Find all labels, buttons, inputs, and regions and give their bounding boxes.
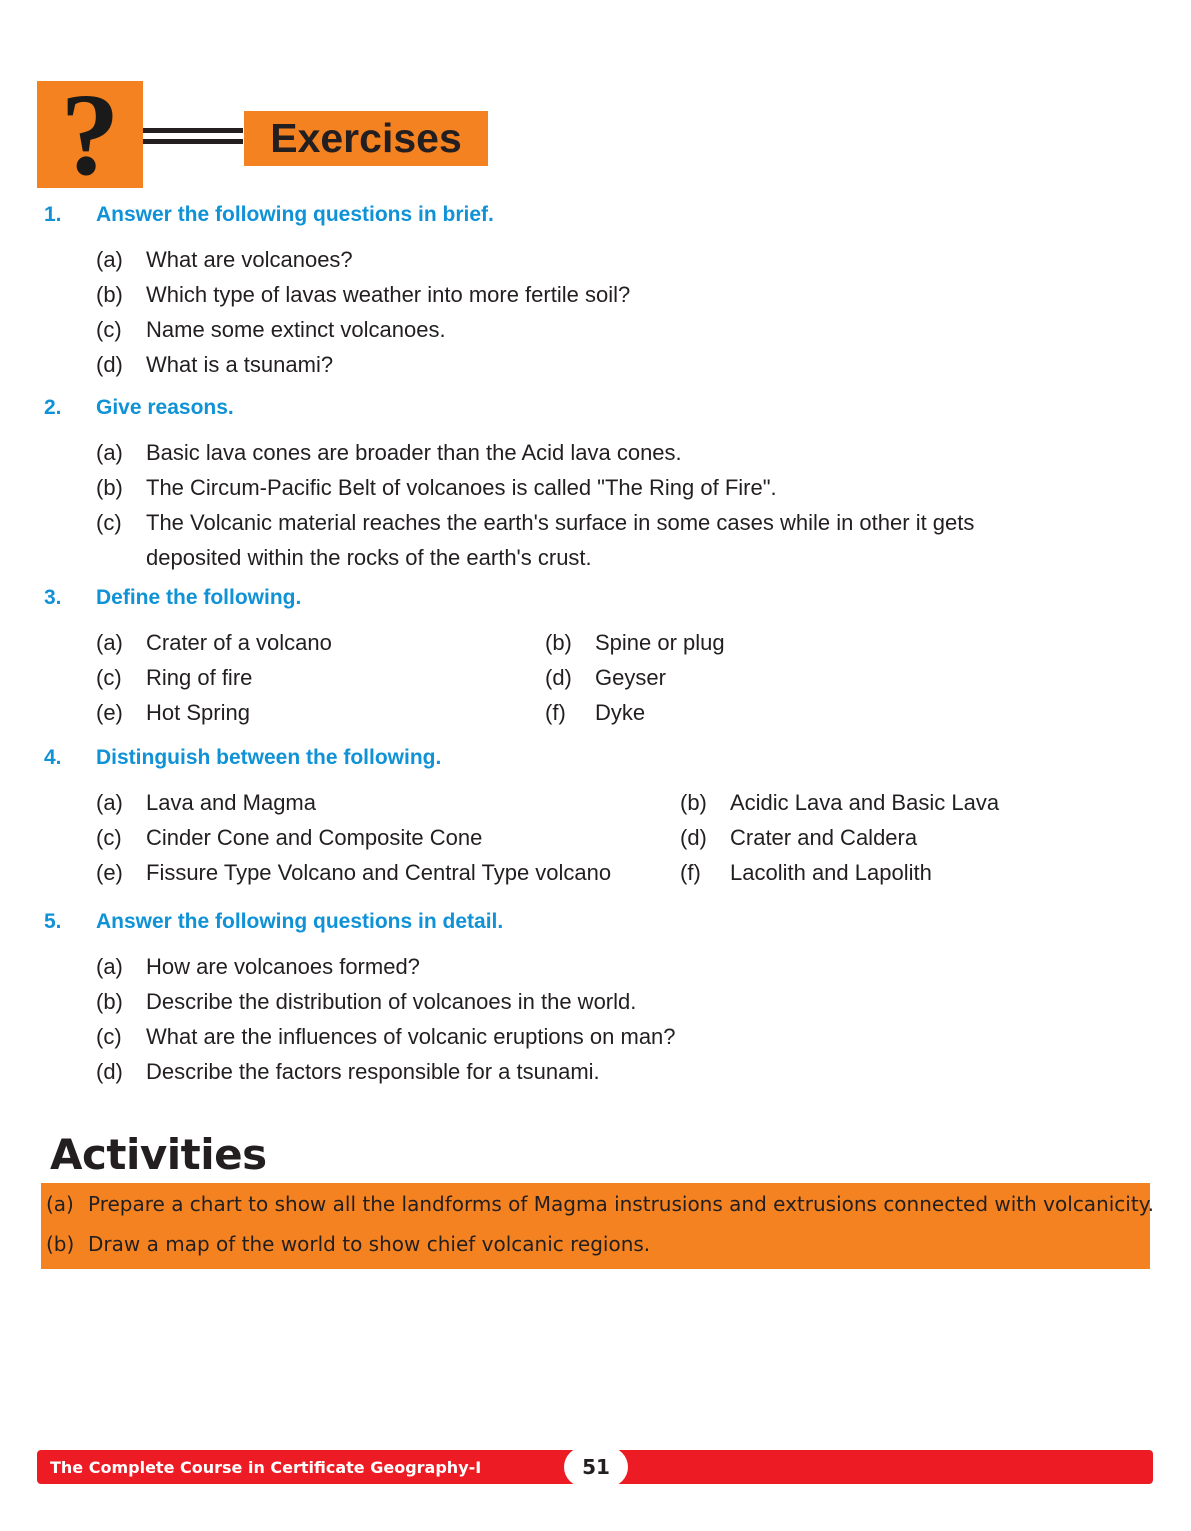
item-text: Crater and Caldera bbox=[730, 825, 918, 850]
section-title: Distinguish between the following. bbox=[96, 746, 442, 769]
item-text: What are volcanoes? bbox=[146, 247, 353, 272]
item-text: Hot Spring bbox=[146, 700, 250, 725]
section-title: Answer the following questions in detail. bbox=[96, 910, 504, 933]
item-text: Fissure Type Volcano and Central Type volcano bbox=[146, 860, 612, 885]
item-text: Basic lava cones are broader than the Acid lava cones. bbox=[146, 440, 682, 465]
item-label: (c) bbox=[96, 665, 122, 690]
item-label: (c) bbox=[96, 510, 122, 535]
item-text: The Volcanic material reaches the earth's surface in some cases while in other it gets bbox=[146, 510, 975, 535]
item-label: (b) bbox=[96, 282, 123, 307]
item-label: (a) bbox=[46, 1192, 74, 1216]
item-label: (d) bbox=[96, 352, 123, 377]
item-label: (b) bbox=[96, 989, 123, 1014]
section-number: 2. bbox=[44, 396, 62, 419]
question-mark-glyph: ? bbox=[60, 68, 120, 200]
question-mark-icon bbox=[37, 68, 143, 200]
item-label: (a) bbox=[96, 440, 123, 465]
item-label: (b) bbox=[46, 1232, 75, 1256]
item-label: (e) bbox=[96, 860, 123, 885]
item-label: (b) bbox=[96, 475, 123, 500]
item-label: (b) bbox=[680, 790, 707, 815]
item-text: Which type of lavas weather into more fertile soil? bbox=[146, 282, 631, 307]
item-label: (c) bbox=[96, 825, 122, 850]
item-text: deposited within the rocks of the earth's crust. bbox=[146, 545, 592, 570]
item-label: (d) bbox=[680, 825, 707, 850]
item-label: (c) bbox=[96, 1024, 122, 1049]
item-text: How are volcanoes formed? bbox=[146, 954, 420, 979]
item-label: (a) bbox=[96, 630, 123, 655]
item-text: Spine or plug bbox=[595, 630, 725, 655]
item-text: Lacolith and Lapolith bbox=[730, 860, 932, 885]
section-number: 1. bbox=[44, 203, 62, 226]
book-title: The Complete Course in Certificate Geography-I bbox=[50, 1458, 482, 1477]
item-label: (e) bbox=[96, 700, 123, 725]
item-text: Draw a map of the world to show chief volcanic regions. bbox=[88, 1232, 651, 1256]
activities-box bbox=[41, 1183, 1155, 1269]
item-label: (a) bbox=[96, 247, 123, 272]
activities-heading: Activities bbox=[50, 1130, 267, 1179]
item-text: Describe the factors responsible for a tsunami. bbox=[146, 1059, 600, 1084]
header-divider-line bbox=[143, 128, 243, 133]
item-label: (f) bbox=[680, 860, 701, 885]
section-number: 3. bbox=[44, 586, 62, 609]
item-text: Prepare a chart to show all the landforms of Magma instrusions and extrusions connected with volcanicity. bbox=[88, 1192, 1155, 1216]
item-text: Acidic Lava and Basic Lava bbox=[730, 790, 1000, 815]
item-label: (b) bbox=[545, 630, 572, 655]
item-text: Crater of a volcano bbox=[146, 630, 332, 655]
section-title: Define the following. bbox=[96, 586, 302, 609]
item-text: Lava and Magma bbox=[146, 790, 316, 815]
item-text: What are the influences of volcanic eruptions on man? bbox=[146, 1024, 676, 1049]
page-number: 51 bbox=[564, 1447, 628, 1487]
item-text: The Circum-Pacific Belt of volcanoes is called "The Ring of Fire". bbox=[146, 475, 777, 500]
item-label: (c) bbox=[96, 317, 122, 342]
section-number: 4. bbox=[44, 746, 62, 769]
item-text: What is a tsunami? bbox=[146, 352, 334, 377]
item-text: Dyke bbox=[595, 700, 646, 725]
item-label: (a) bbox=[96, 790, 123, 815]
item-label: (d) bbox=[96, 1059, 123, 1084]
item-text: Describe the distribution of volcanoes in the world. bbox=[146, 989, 637, 1014]
header-divider-line bbox=[143, 139, 243, 144]
item-label: (f) bbox=[545, 700, 566, 725]
section-title: Answer the following questions in brief. bbox=[96, 203, 494, 226]
item-text: Geyser bbox=[595, 665, 666, 690]
section-number: 5. bbox=[44, 910, 62, 933]
page-title: Exercises bbox=[244, 111, 488, 166]
item-text: Ring of fire bbox=[146, 665, 253, 690]
section-title: Give reasons. bbox=[96, 396, 234, 419]
item-label: (a) bbox=[96, 954, 123, 979]
item-text: Cinder Cone and Composite Cone bbox=[146, 825, 483, 850]
item-label: (d) bbox=[545, 665, 572, 690]
item-text: Name some extinct volcanoes. bbox=[146, 317, 446, 342]
